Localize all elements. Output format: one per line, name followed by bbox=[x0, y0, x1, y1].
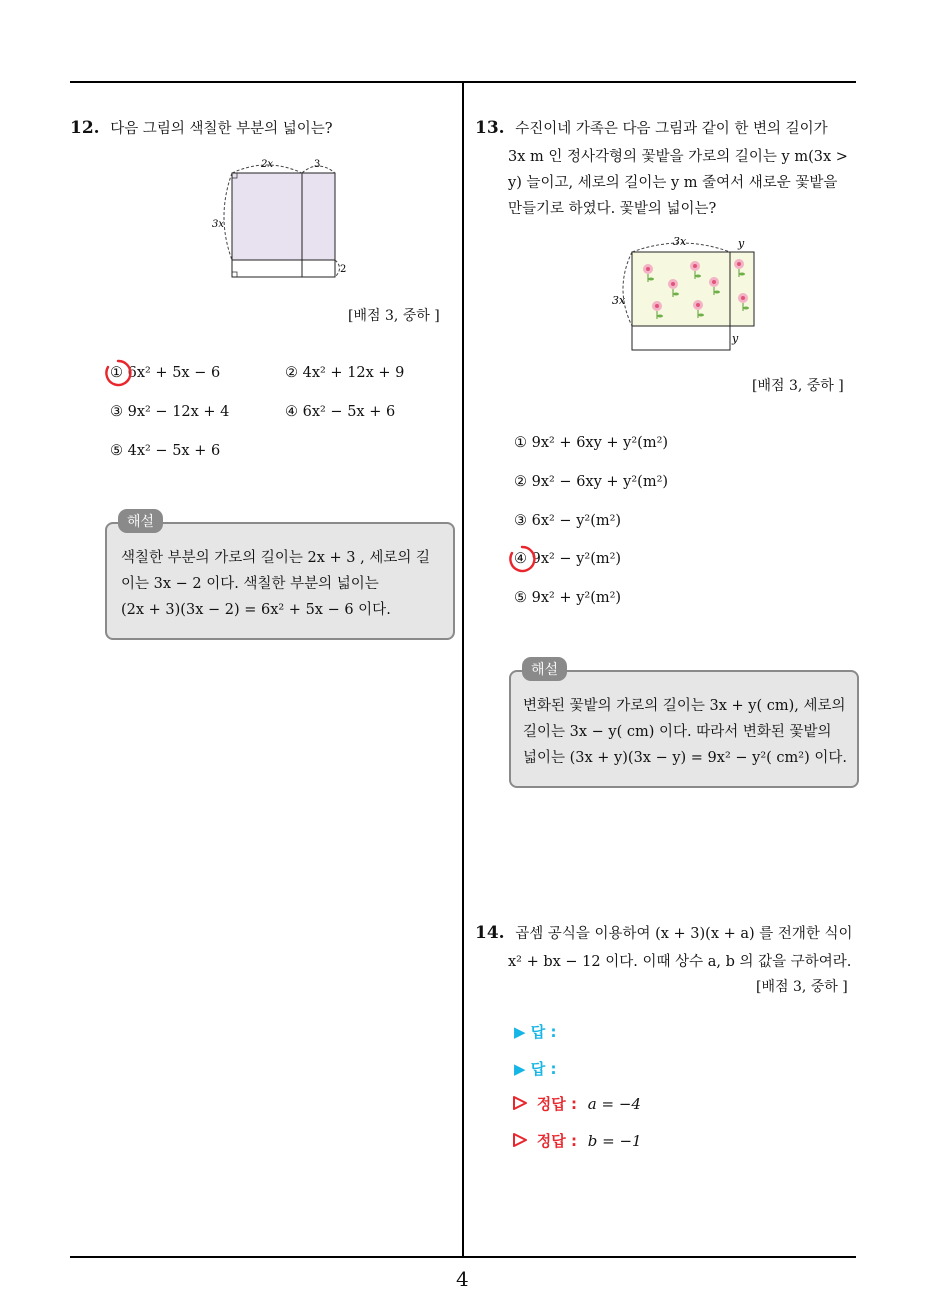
q13-explanation-line-2: 길이는 3x − y( cm) 이다. 따라서 변화된 꽃밭의 bbox=[523, 724, 832, 740]
q13-figure bbox=[608, 232, 768, 357]
q14-text-2: x² + bx − 12 이다. 이때 상수 a, b 의 값을 구하여라. bbox=[508, 954, 852, 970]
q12-option-2[interactable]: ② 4x² + 12x + 9 bbox=[285, 365, 405, 381]
q14-line-1 bbox=[475, 922, 853, 943]
q12-label-2: 2 bbox=[340, 264, 347, 275]
q13-option-3[interactable]: ③ 6x² − y²(m²) bbox=[514, 513, 622, 529]
q13-explanation-tag: 해설 bbox=[522, 657, 567, 681]
q13-meta: [배점 3, 중하 ] bbox=[752, 378, 844, 394]
q12-option-1[interactable]: ① 6x² + 5x − 6 bbox=[110, 365, 221, 381]
q13-label-top-3x: 3x bbox=[673, 235, 687, 248]
q14-correct-row-1 bbox=[512, 1093, 641, 1114]
q12-explanation-line-3: (2x + 3)(3x − 2) = 6x² + 5x − 6 이다. bbox=[121, 602, 391, 618]
q13-number: 13. bbox=[475, 118, 505, 138]
q13-label-top-y: y bbox=[738, 237, 745, 250]
q13-line-1 bbox=[475, 117, 828, 138]
q12-text: 다음 그림의 색칠한 부분의 넓이는? bbox=[110, 121, 333, 137]
q13-explanation-line-3: 넓이는 (3x + y)(3x − y) = 9x² − y²( cm²) 이다. bbox=[523, 750, 847, 766]
q13-option-2[interactable]: ② 9x² − 6xy + y²(m²) bbox=[514, 474, 669, 490]
q14-meta: [배점 3, 중하 ] bbox=[756, 979, 848, 995]
q13-label-left-3x: 3x bbox=[612, 294, 626, 307]
triangle-outline-icon bbox=[512, 1132, 528, 1148]
q12-explanation-line-1: 색칠한 부분의 가로의 길이는 2x + 3 , 세로의 길 bbox=[121, 550, 430, 566]
q14-answer-prompt-1[interactable]: ▶ 답 : bbox=[514, 1023, 557, 1041]
q14-correct-label-1: 정답 : bbox=[536, 1095, 577, 1113]
q14-answer-prompt-2[interactable]: ▶ 답 : bbox=[514, 1060, 557, 1078]
q12-answer-circle-icon bbox=[103, 358, 133, 388]
q13-option-4[interactable]: ④ 9x² − y²(m²) bbox=[514, 551, 622, 567]
q14-text-1: 곱셈 공식을 이용하여 (x + 3)(x + a) 를 전개한 식이 bbox=[515, 926, 853, 942]
q13-option-5[interactable]: ⑤ 9x² + y²(m²) bbox=[514, 590, 622, 606]
q12-explanation-tag: 해설 bbox=[118, 509, 163, 533]
q14-correct-value-1: a = −4 bbox=[587, 1095, 641, 1113]
q13-text-4: 만들기로 하였다. 꽃밭의 넓이는? bbox=[508, 201, 717, 217]
q12-label-2x: 2x bbox=[261, 159, 274, 170]
page-number: 4 bbox=[456, 1267, 469, 1291]
q12-explanation-line-2: 이는 3x − 2 이다. 색칠한 부분의 넓이는 bbox=[121, 576, 379, 592]
q14-correct-row-2 bbox=[512, 1130, 642, 1151]
column-divider bbox=[462, 82, 464, 1258]
q13-text-3: y) 늘이고, 세로의 길이는 y m 줄여서 새로운 꽃밭을 bbox=[508, 175, 838, 191]
q12-option-4[interactable]: ④ 6x² − 5x + 6 bbox=[285, 404, 396, 420]
q13-label-bottom-y: y bbox=[732, 332, 739, 345]
q14-number: 14. bbox=[475, 923, 505, 943]
q13-explanation-line-1: 변화된 꽃밭의 가로의 길이는 3x + y( cm), 세로의 bbox=[523, 698, 846, 714]
q12-line bbox=[70, 117, 333, 138]
q13-answer-circle-icon bbox=[507, 544, 537, 574]
q13-text-2: 3x m 인 정사각형의 꽃밭을 가로의 길이는 y m(3x > bbox=[508, 149, 848, 165]
q14-correct-value-2: b = −1 bbox=[587, 1132, 642, 1150]
q12-meta: [배점 3, 중하 ] bbox=[348, 308, 440, 324]
q13-explanation-box bbox=[509, 670, 859, 788]
q12-option-5[interactable]: ⑤ 4x² − 5x + 6 bbox=[110, 443, 221, 459]
q13-option-1[interactable]: ① 9x² + 6xy + y²(m²) bbox=[514, 435, 669, 451]
q14-correct-label-2: 정답 : bbox=[536, 1132, 577, 1150]
q12-label-3x: 3x bbox=[212, 219, 225, 230]
q12-explanation-box bbox=[105, 522, 455, 640]
q12-option-3[interactable]: ③ 9x² − 12x + 4 bbox=[110, 404, 230, 420]
triangle-outline-icon bbox=[512, 1095, 528, 1111]
q13-text-1: 수진이네 가족은 다음 그림과 같이 한 변의 길이가 bbox=[515, 121, 828, 137]
q12-number: 12. bbox=[70, 118, 100, 138]
q12-figure bbox=[208, 155, 358, 285]
q12-label-3: 3 bbox=[314, 159, 321, 170]
